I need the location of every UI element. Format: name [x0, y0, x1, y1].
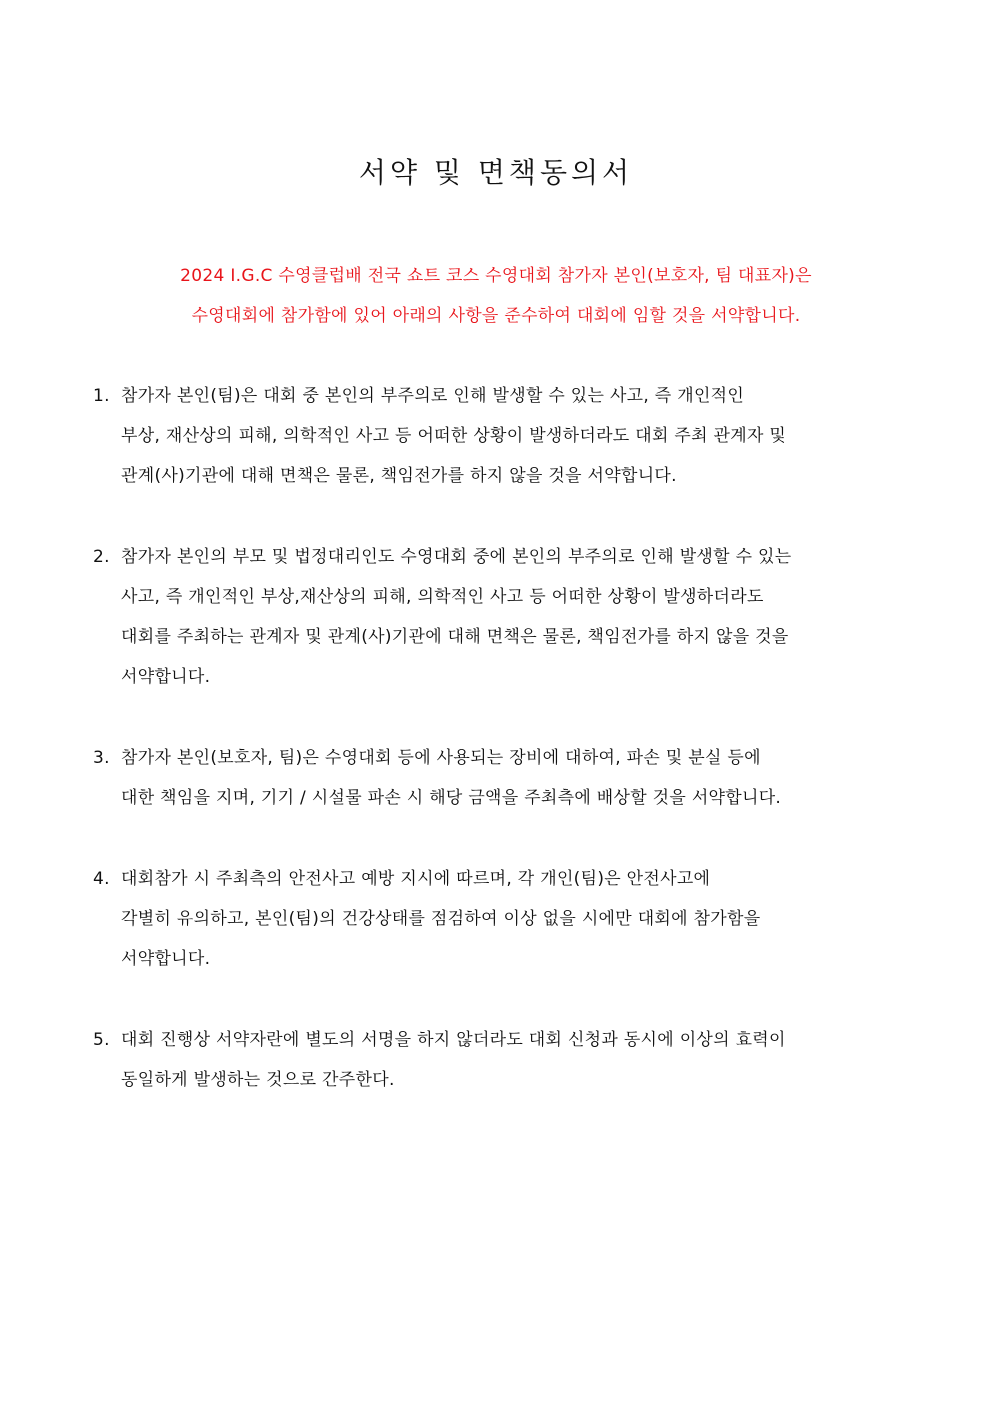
pledge-text: 대회 진행상 서약자란에 별도의 서명을 하지 않더라도 대회 신청과 동시에 이상의 효력이	[121, 1030, 786, 1050]
document-title: 서약 및 면책동의서	[358, 156, 634, 189]
pledge-line	[93, 738, 903, 778]
pledge-line: 대한 책임을 지며, 기기 / 시설물 파손 시 해당 금액을 주최측에 배상할 것을 서약합니다.	[121, 788, 782, 808]
pledge-text: 참가자 본인(팀)은 대회 중 본인의 부주의로 인해 발생할 수 있는 사고, 즉 개인적인	[121, 386, 745, 406]
pledge-item-4	[93, 859, 903, 979]
intro-statement	[60, 256, 932, 336]
pledge-text: 대회참가 시 주최측의 안전사고 예방 지시에 따르며, 각 개인(팀)은 안전사고에	[121, 869, 711, 889]
pledge-line: 사고, 즉 개인적인 부상,재산상의 피해, 의학적인 사고 등 어떠한 상황이 발생하더라도	[121, 587, 764, 607]
pledge-item-1	[93, 376, 903, 496]
pledge-line: 서약합니다.	[121, 949, 211, 969]
pledge-line: 서약합니다.	[121, 667, 211, 687]
pledge-line: 대회를 주최하는 관계자 및 관계(사)기관에 대해 면책은 물론, 책임전가를 하지 않을 것을	[121, 627, 789, 647]
pledge-line: 부상, 재산상의 피해, 의학적인 사고 등 어떠한 상황이 발생하더라도 대회 주최 관계자 및	[121, 426, 787, 446]
item-number: 5.	[93, 1030, 110, 1050]
pledge-text: 참가자 본인의 부모 및 법정대리인도 수영대회 중에 본인의 부주의로 인해 발생할 수 있는	[121, 547, 792, 567]
pledge-line	[93, 376, 903, 416]
item-number: 1.	[93, 386, 110, 406]
pledge-item-5	[93, 1020, 903, 1100]
intro-line: 2024 I.G.C 수영클럽배 전국 쇼트 코스 수영대회 참가자 본인(보호자, 팀 대표자)은	[180, 266, 812, 286]
pledge-text: 참가자 본인(보호자, 팀)은 수영대회 등에 사용되는 장비에 대하여, 파손 및 분실 등에	[121, 748, 761, 768]
intro-line: 수영대회에 참가함에 있어 아래의 사항을 준수하여 대회에 임할 것을 서약합니다.	[191, 306, 801, 326]
pledge-line: 각별히 유의하고, 본인(팀)의 건강상태를 점검하여 이상 없을 시에만 대회에 참가함을	[121, 909, 761, 929]
pledge-line	[93, 537, 903, 577]
pledge-line: 관계(사)기관에 대해 면책은 물론, 책임전가를 하지 않을 것을 서약합니다.	[121, 466, 677, 486]
item-number: 3.	[93, 748, 110, 768]
pledge-line	[93, 859, 903, 899]
item-number: 4.	[93, 869, 110, 889]
item-number: 2.	[93, 547, 110, 567]
pledge-line	[93, 1020, 903, 1060]
pledge-line: 동일하게 발생하는 것으로 간주한다.	[121, 1070, 395, 1090]
pledge-item-3	[93, 738, 903, 818]
pledge-item-2	[93, 537, 903, 697]
